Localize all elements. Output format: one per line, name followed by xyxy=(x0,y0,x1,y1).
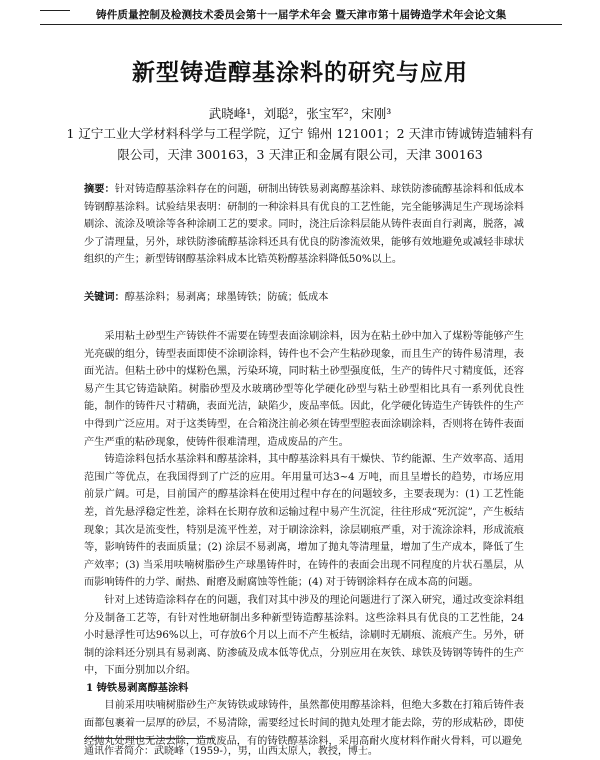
abstract-label: 摘要： xyxy=(84,183,115,195)
footnote: 通讯作者简介：武晓峰（1959-），男，山西太原人，教授，博士。 xyxy=(84,746,378,757)
header-dash xyxy=(40,10,70,12)
header-text: 铸件质量控制及检测技术委员会第十一届学术年会 暨天津市第十届铸造学术年会论文集 xyxy=(96,9,507,21)
affiliation-line-1: 1 辽宁工业大学材料科学与工程学院，辽宁 锦州 121001；2 天津市铸诚铸造辅料有 xyxy=(66,126,534,141)
section-heading-1: 1 铸铁易剥离醇基涂料 xyxy=(86,681,189,694)
body-paragraph-4: 目前采用呋喃树脂砂生产灰铸铁或球铸件，虽然都使用醇基涂料，但绝大多数在打箱后铸件表面都包裹着一层厚的砂层，不易清除，需要经过长时间的抛丸处理才能去除，劳的形成粘砂，即使经抛丸处理也无法去除，造成废品，有的铸铁醇基涂料，采用高耐火度材料作耐火骨料，可以避免 xyxy=(84,700,524,747)
affiliation-line-2: 限公司，天津 300163，3 天津正和金属有限公司，天津 300163 xyxy=(117,147,483,162)
footnote-rule xyxy=(84,738,214,739)
keywords-text: 醇基涂料；易剥离；球墨铸铁；防硫；低成本 xyxy=(124,292,329,303)
body-text xyxy=(84,328,524,750)
author-list: 武晓峰¹，刘聪²，张宝军²，宋刚³ xyxy=(208,106,392,121)
body-paragraph-1: 采用粘土砂型生产铸铁件不需要在铸型表面涂刷涂料，因为在粘土砂中加入了煤粉等能够产生光亮碳的组分，铸型表面即使不涂刷涂料，铸件也不会产生粘砂现象，而且生产的铸件易清理，表面光洁。但粘土砂中的煤粉色黑，污染环境，同时粘土砂型强度低，生产的铸件尺寸精度低，还容易产生其它铸造缺陷。树脂砂型及水玻璃砂型等化学硬化砂型与粘土砂型相比具有一系列优良性能，制作的铸件尺寸精确，表面光洁，缺陷少，废品率低。因此，化学硬化铸造生产铸铁件的生产中得到广泛应用。对于这类铸型，在合箱浇注前必须在铸型型腔表面涂刷涂料，否则将在铸件表面产生严重的粘砂现象，使铸件很难清理，造成废品的产生。 xyxy=(84,331,524,448)
paper-title: 新型铸造醇基涂料的研究与应用 xyxy=(132,59,468,86)
affiliations xyxy=(62,123,538,165)
running-header xyxy=(40,6,562,25)
keywords-label: 关键词： xyxy=(84,291,125,303)
body-paragraph-2: 铸造涂料包括水基涂料和醇基涂料，其中醇基涂料具有干燥快、节约能源、生产效率高、适用范围广等优点，在我国得到了广泛的应用。年用量可达3~4 万吨，而且呈增长的趋势，市场应用前景广阔。可是，目前国产的醇基涂料在使用过程中存在的问题较多，主要表现为：(1) 工艺性能差，首先悬浮稳定性差，涂料在长期存放和运输过程中易产生沉淀，往往形成“死沉淀”，产生板结现象；其次是流变性，特别是流平性差，对于刷涂涂料，涂层刷痕严重，对于流涂涂料，形成流痕等，影响铸件的表面质量；(2) 涂层不易剥离，增加了抛丸等清理量，增加了生产成本，降低了生产效率；(3) 当采用呋喃树脂砂生产球墨铸件时，在铸件的表面会出现不同程度的片状石墨层，从而影响铸件的力学、耐热、耐磨及耐腐蚀等性能；(4) 对于铸钢涂料存在成本高的问题。 xyxy=(84,454,524,589)
body-paragraph-3: 针对上述铸造涂料存在的问题，我们对其中涉及的理论问题进行了深入研究，通过改变涂料组分及制备工艺等，有针对性地研制出多种新型铸造醇基涂料。这些涂料具有优良的工艺性能，24 小时悬浮性可达96%以上，可存放6个月以上而不产生板结，涂刷时无刷痕、流痕产生。另外，研制的涂料还分别具有易剥离、防渗硫及成本低等优点，分别应用在灰铁、球铁及铸钢等铸件的生产中，下面分别加以介绍。 xyxy=(84,594,524,677)
keywords xyxy=(84,288,524,303)
abstract-text: 针对铸造醇基涂料存在的问题，研制出铸铁易剥离醇基涂料、球铁防渗硫醇基涂料和低成本铸钢醇基涂料。试验结果表明：研制的一种涂料具有优良的工艺性能，完全能够满足生产现场涂料刷涂、流涂及喷涂等各种涂刷工艺的要求。同时，浇注后涂料层能从铸件表面自行剥离，脱落，减少了清理量，另外，球铁防渗硫醇基涂料还具有优良的防渗流效果，能够有效地避免或减轻非球状组织的产生；新型铸钢醇基涂料成本比锆英粉醇基涂料降低50%以上。 xyxy=(84,184,524,265)
abstract xyxy=(84,181,524,269)
